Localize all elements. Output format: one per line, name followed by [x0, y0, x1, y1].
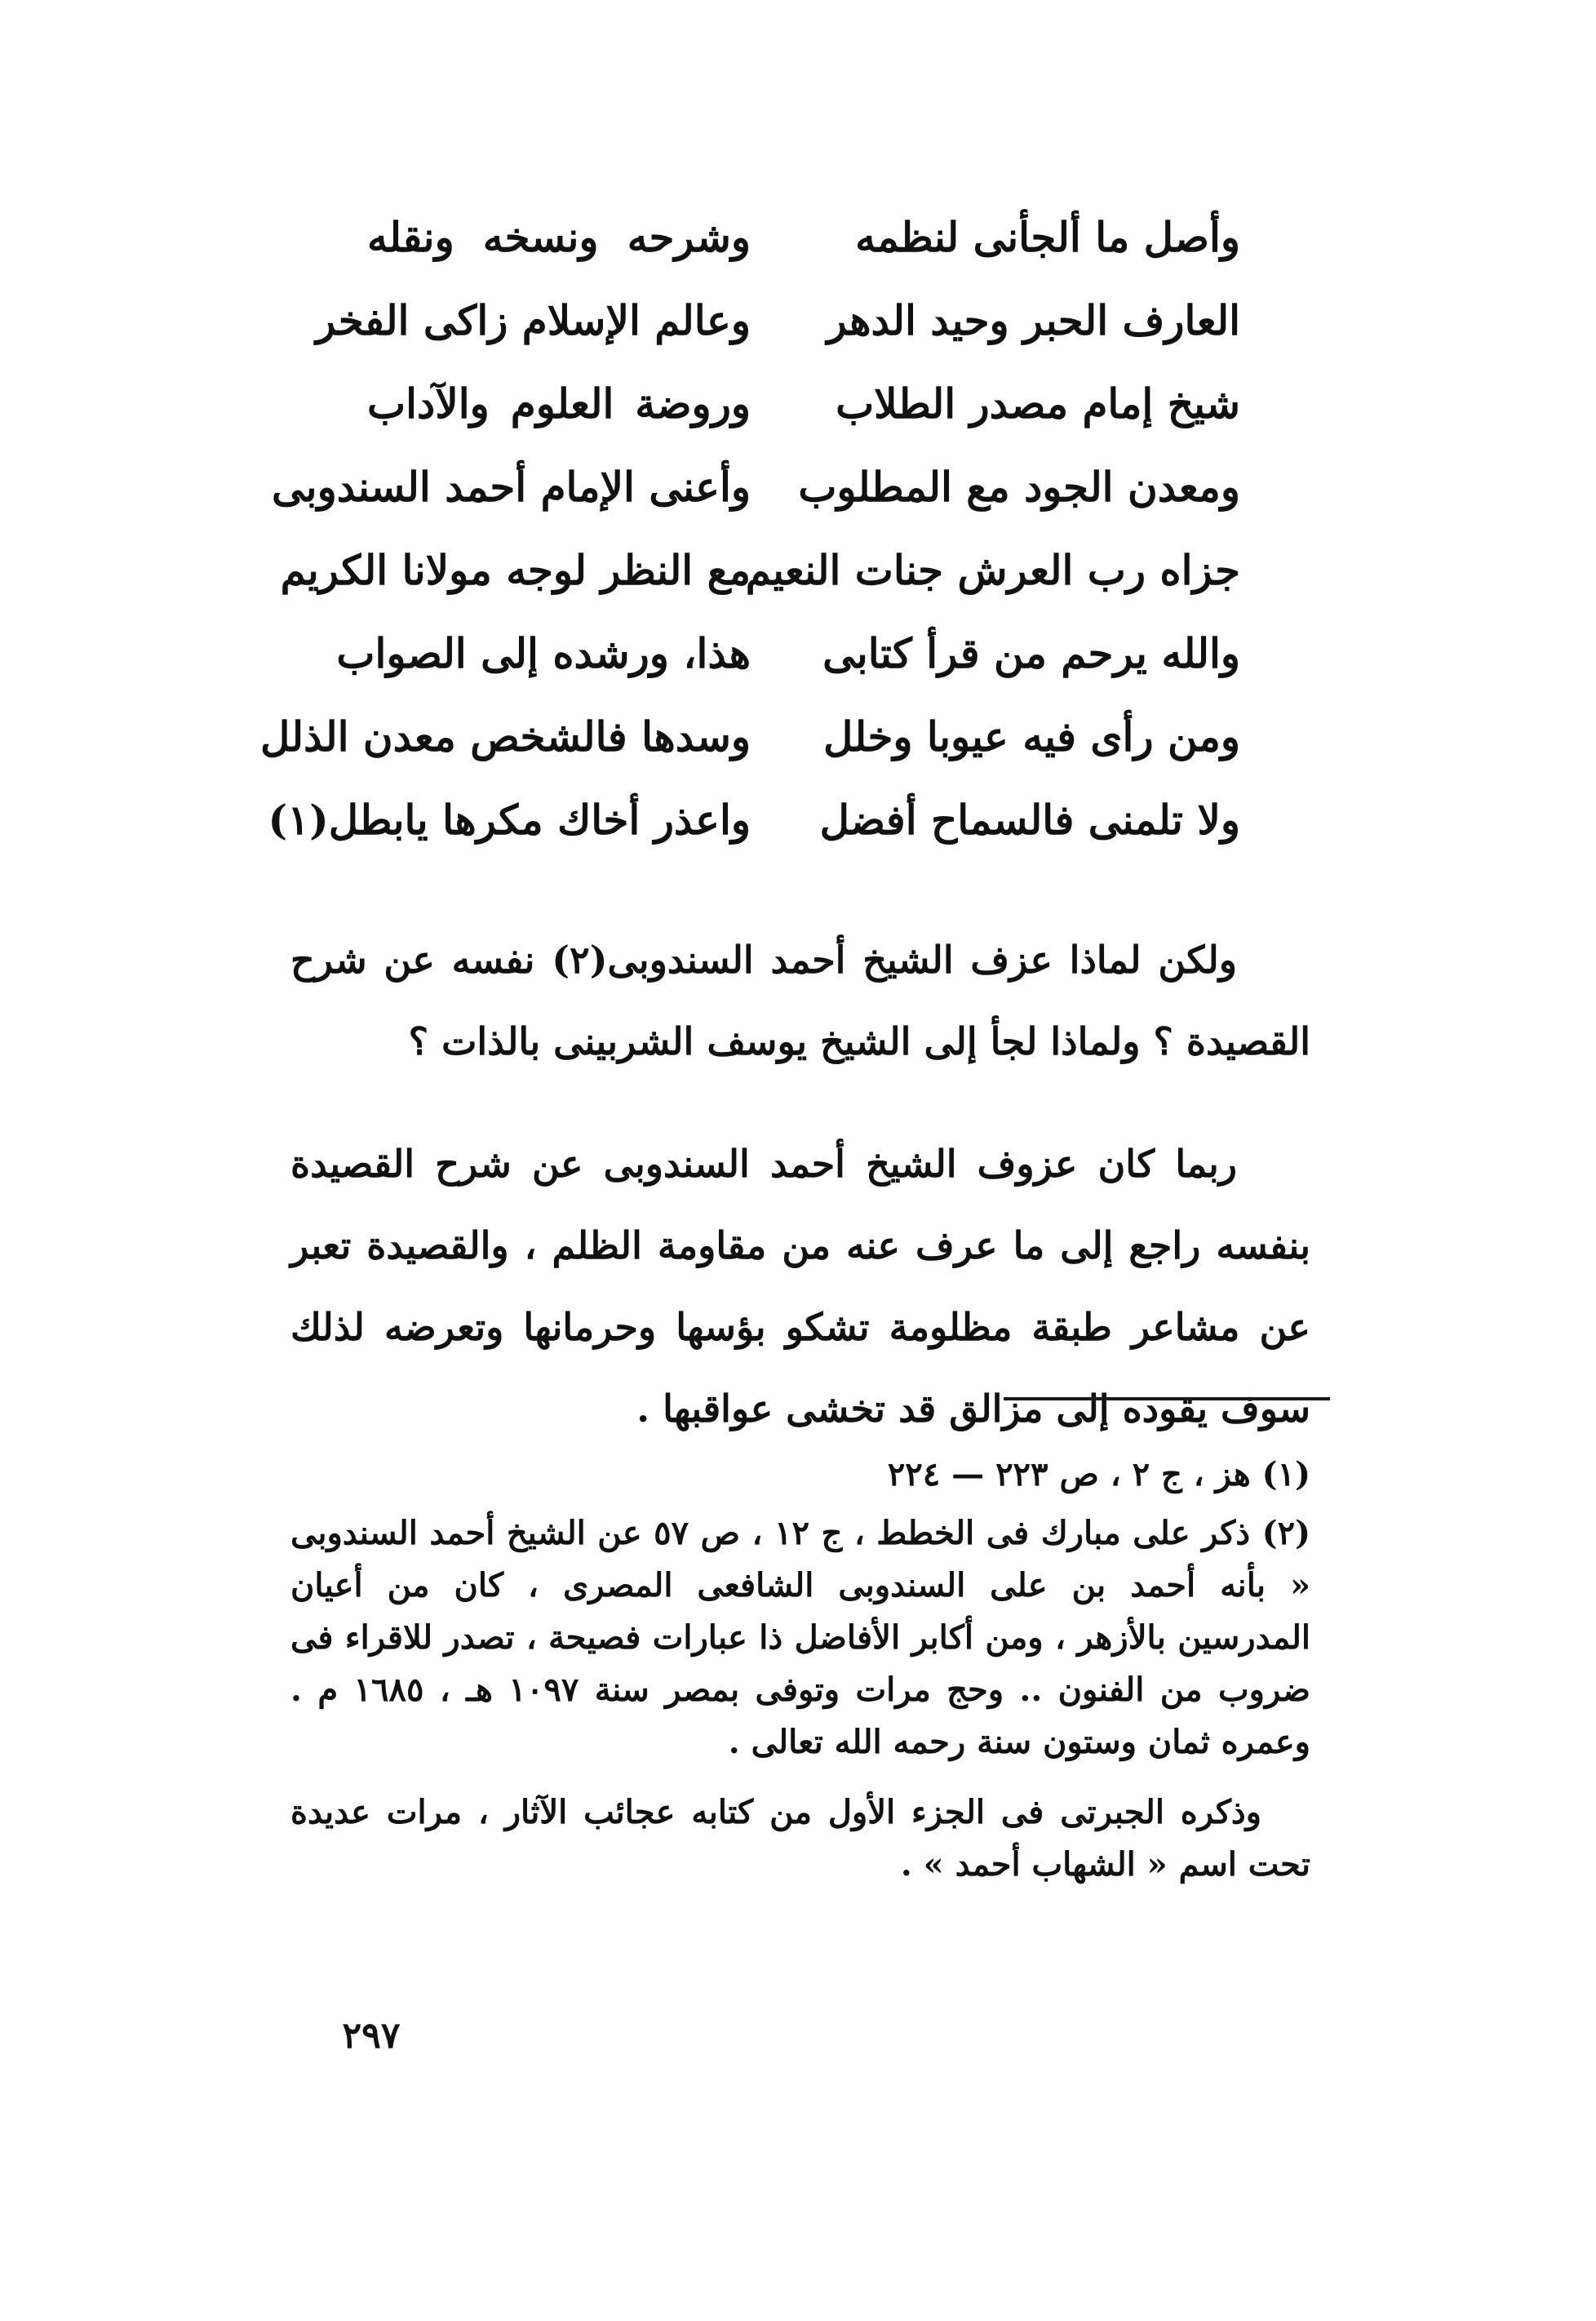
poem — [260, 196, 1240, 862]
verse-second-hemistich: وأعنى الإمام أحمد السندوبى — [272, 463, 751, 511]
verse-second-hemistich: هذا، ورشده إلى الصواب — [336, 629, 751, 677]
poem-verse-2 — [316, 279, 1240, 362]
verse-second-hemistich: وشرحه ونسخه ونقله — [367, 213, 751, 261]
footnote-1: (١) هز ، ج ٢ ، ص ٢٢٣ — ٢٢٤ — [887, 1455, 1310, 1493]
page-number: ٢٩٧ — [342, 2015, 401, 2057]
verse-second-hemistich: واعذر أخاك مكرها يابطل(١) — [268, 796, 751, 844]
poem-verse-1 — [351, 196, 1240, 279]
poem-verse-8 — [268, 779, 1240, 862]
verse-second-hemistich: وروضة العلوم والآداب — [367, 379, 751, 428]
poem-verse-7 — [260, 695, 1240, 779]
verse-first-hemistich: وأصل ما ألجأنى لنظمه — [855, 213, 1240, 261]
poem-verse-3 — [351, 362, 1240, 446]
verse-second-hemistich: مع النظر لوجه مولانا الكريم — [280, 546, 751, 594]
verse-first-hemistich: العارف الحبر وحيد الدهر — [827, 296, 1240, 344]
poem-verse-4 — [272, 446, 1240, 529]
verse-first-hemistich: ومن رأى فيه عيوبا وخلل — [823, 712, 1240, 761]
body-paragraph-question: ولكن لماذا عزف الشيخ أحمد السندوبى(٢) نفسه عن شرح القصيدة ؟ ولماذا لجأ إلى الشيخ يوسف الشربينى بالذات ؟ — [290, 938, 1310, 1063]
verse-first-hemistich: والله يرحم من قرأ كتابى — [822, 629, 1240, 677]
footnotes — [290, 1449, 1310, 1924]
verse-second-hemistich: وعالم الإسلام زاكى الفخر — [316, 296, 751, 344]
poem-verse-6 — [336, 612, 1240, 695]
verse-first-hemistich: شيخ إمام مصدر الطلاب — [836, 379, 1240, 428]
verse-first-hemistich: جزاه رب العرش جنات النعيم — [745, 546, 1240, 594]
verse-first-hemistich: ومعدن الجود مع المطلوب — [798, 463, 1240, 511]
verse-first-hemistich: ولا تلمنى فالسماح أفضل — [819, 796, 1240, 844]
footnote-2-continuation: وذكره الجبرتى فى الجزء الأول من كتابه عجائب الآثار ، مرات عديدة تحت اسم « الشهاب أحمد » . — [290, 1793, 1310, 1884]
footnote-separator — [1004, 1397, 1330, 1400]
poem-verse-5 — [280, 529, 1240, 612]
body-paragraph-answer: ربما كان عزوف الشيخ أحمد السندوبى عن شرح القصيدة بنفسه راجع إلى ما عرف عنه من مقاومة الظلم ، والقصيدة تعبر عن مشاعر طبقة مظلومة تشكو بؤسها وحرمانها وتعرضه لذلك سوف يقوده إلى مزالق قد تخشى عواقبها . — [290, 1142, 1310, 1431]
verse-second-hemistich: وسدها فالشخص معدن الذلل — [260, 712, 751, 761]
footnote-2: (٢) ذكر على مبارك فى الخطط ، ج ١٢ ، ص ٥٧ عن الشيخ أحمد السندوبى « بأنه أحمد بن على السندوبى الشافعى المصرى ، كان من أعيان المدرسين بالأزهر ، ومن أكابر الأفاضل ذا عبارات فصيحة ، تصدر للاقراء فى ضروب من الفنون .. وحج مرات وتوفى بمصر سنة ١٠٩٧ هـ ، ١٦٨٥ م . وعمره ثمان وستون سنة رحمه الله تعالى . — [290, 1514, 1311, 1761]
